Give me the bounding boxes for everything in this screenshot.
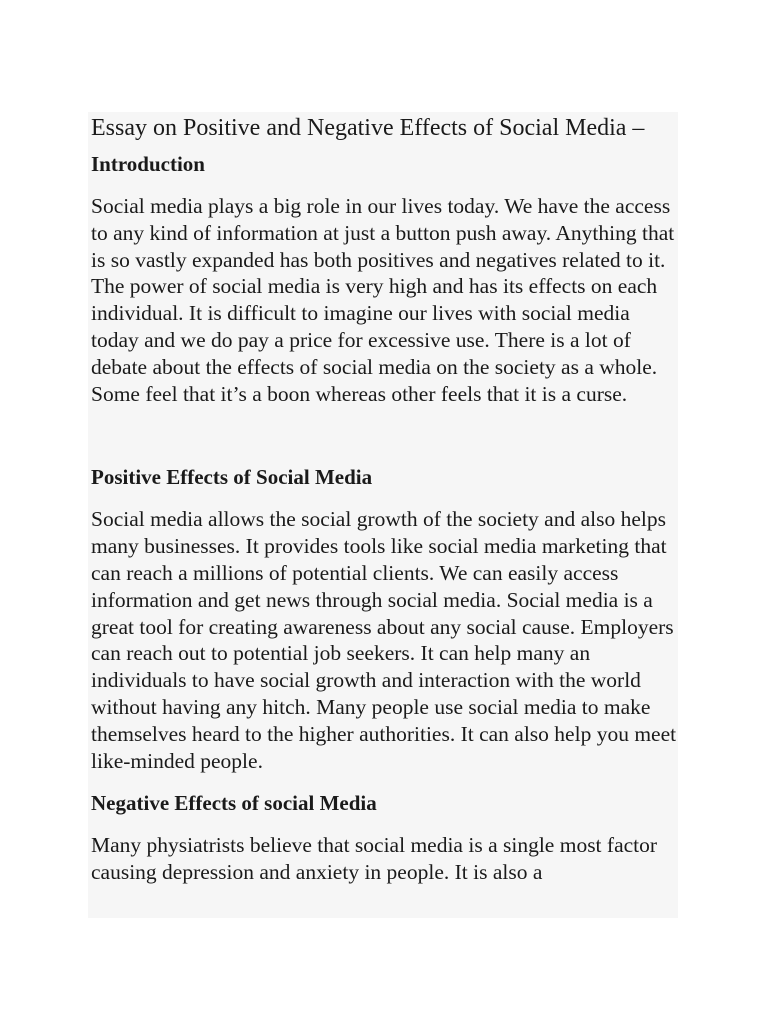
document-title: Essay on Positive and Negative Effects of Social Media – — [91, 115, 645, 141]
section-heading-positive-effects: Positive Effects of Social Media — [91, 465, 373, 490]
section-paragraph-positive-effects: Social media allows the social growth of the society and also helps many businesses. It provides tools like social media marketing that can reach a millions of potential clients. We can easily access information and get news through social media. Social media is a great tool for creating awareness about any social cause. Employers can reach out to potential job seekers. It can help many an individuals to have social growth and interaction with the world without having any hitch. Many people use social media to make themselves heard to the higher authorities. It can also help you meet like-minded people. — [91, 507, 677, 773]
section-heading-negative-effects: Negative Effects of social Media — [91, 791, 377, 816]
section-heading-introduction: Introduction — [91, 152, 205, 176]
section-paragraph-negative-effects: Many physiatrists believe that social media is a single most factor causing depression and anxiety in people. It is also a — [91, 833, 658, 885]
document-content — [91, 112, 679, 886]
section-paragraph-introduction: Social media plays a big role in our lives today. We have the access to any kind of information at just a button push away. Anything that is so vastly expanded has both positives and negatives related to it. The power of social media is very high and has its effects on each individual. It is difficult to imagine our lives with social media today and we do pay a price for excessive use. There is a lot of debate about the effects of social media on the society as a whole. Some feel that it’s a boon whereas other feels that it is a curse. — [91, 194, 675, 406]
